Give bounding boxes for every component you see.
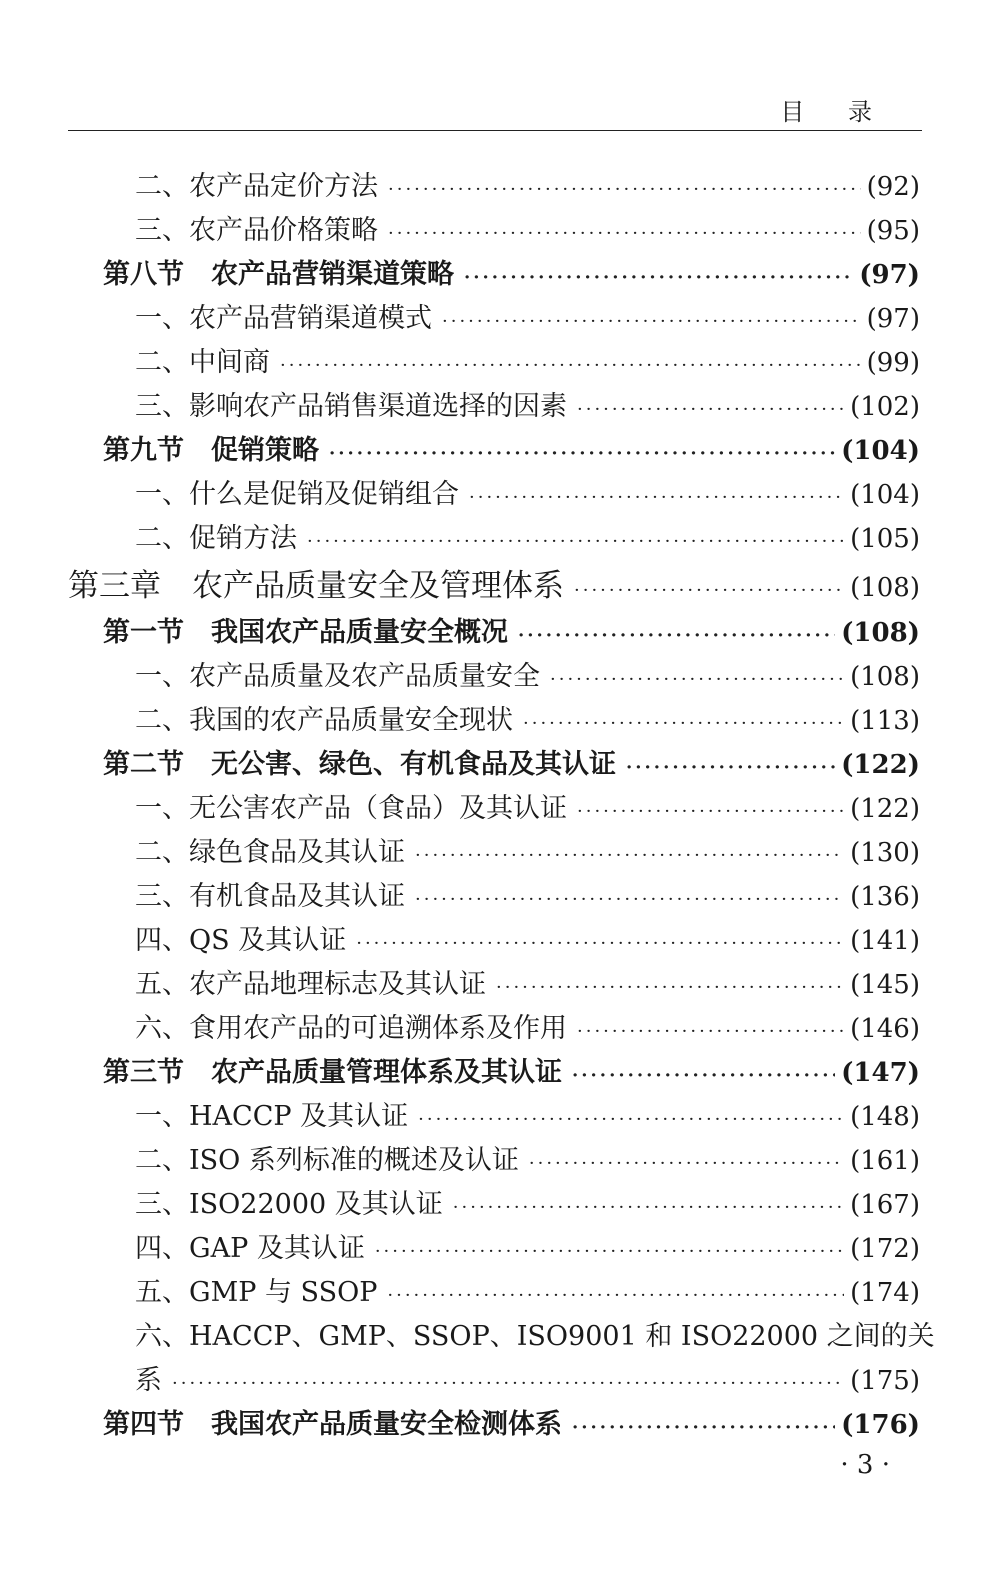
toc-entry-title: 二、促销方法 — [135, 523, 297, 554]
toc-entry-page: (176) — [841, 1410, 920, 1440]
toc-entry-page: (108) — [850, 662, 920, 692]
toc-entry-title: 三、有机食品及其认证 — [135, 881, 405, 912]
header-title: 目 录 — [780, 98, 890, 126]
toc-entry-item[interactable] — [135, 1006, 920, 1045]
dot-leader — [550, 669, 844, 690]
toc-entry-title: 三、农产品价格策略 — [135, 215, 378, 246]
toc-entry-page: (161) — [850, 1146, 920, 1176]
toc-entry-title: 三、影响农产品销售渠道选择的因素 — [135, 391, 567, 422]
toc-entry-title: 第二节 无公害、绿色、有机食品及其认证 — [103, 749, 616, 780]
toc-entry-title: 二、绿色食品及其认证 — [135, 837, 405, 868]
toc-entry-item[interactable] — [135, 962, 920, 1001]
toc-entry-section[interactable] — [103, 252, 920, 291]
dot-leader — [469, 487, 844, 508]
dot-leader — [572, 1065, 835, 1086]
toc-entry-title: 一、什么是促销及促销组合 — [135, 479, 459, 510]
toc-entry-page: (130) — [850, 838, 920, 868]
dot-leader — [574, 580, 844, 601]
toc-entry-page: (174) — [850, 1278, 920, 1308]
dot-leader — [418, 1109, 844, 1130]
dot-leader — [518, 625, 835, 646]
dot-leader — [388, 223, 861, 244]
toc-entry-page: (141) — [850, 926, 920, 956]
toc-entry-page: (146) — [850, 1014, 920, 1044]
toc-entry-page: (92) — [866, 172, 920, 202]
dot-leader — [375, 1241, 844, 1262]
toc-entry-item[interactable] — [135, 786, 920, 825]
toc-entry-section[interactable] — [103, 1050, 920, 1089]
toc-entry-item[interactable] — [135, 472, 920, 511]
toc-entry-page: (104) — [841, 436, 920, 466]
toc-entry-title: 四、GAP 及其认证 — [135, 1233, 365, 1264]
toc-entry-page: (104) — [850, 480, 920, 510]
toc-entry-page: (148) — [850, 1102, 920, 1132]
toc-entry-page: (136) — [850, 882, 920, 912]
toc-entry-section[interactable] — [103, 610, 920, 649]
toc-entry-title: 一、农产品营销渠道模式 — [135, 303, 432, 334]
toc-entry-item[interactable] — [135, 698, 920, 737]
toc-entry-page: (97) — [859, 260, 920, 290]
toc-entry-item[interactable] — [135, 654, 920, 693]
toc-entry-title: 二、农产品定价方法 — [135, 171, 378, 202]
toc-entry-page: (145) — [850, 970, 920, 1000]
toc-entry-title: 四、QS 及其认证 — [135, 925, 347, 956]
toc-entry-chapter[interactable] — [68, 560, 920, 605]
dot-leader — [387, 1285, 844, 1306]
toc-entry-item[interactable] — [135, 384, 920, 423]
toc-entry-title: 一、农产品质量及农产品质量安全 — [135, 661, 540, 692]
toc-entry-section[interactable] — [103, 1402, 920, 1441]
dot-leader — [577, 1021, 844, 1042]
dot-leader — [453, 1197, 844, 1218]
dot-leader — [577, 801, 844, 822]
dot-leader — [172, 1373, 844, 1394]
toc-entry-title: 五、农产品地理标志及其认证 — [135, 969, 486, 1000]
toc-entry-page: (122) — [850, 794, 920, 824]
toc-entry-item[interactable] — [135, 830, 920, 869]
dot-leader — [523, 713, 844, 734]
toc-entry-item[interactable] — [135, 874, 920, 913]
toc-entry-page: (175) — [850, 1366, 920, 1396]
toc-entry-section[interactable] — [103, 742, 920, 781]
toc-entry-section[interactable] — [103, 428, 920, 467]
toc-entry-item[interactable] — [135, 918, 920, 957]
toc-entry-item[interactable] — [135, 1182, 920, 1221]
dot-leader — [280, 355, 861, 376]
toc-entry-page: (99) — [866, 348, 920, 378]
toc-entry-page: (167) — [850, 1190, 920, 1220]
toc-entry-title: 二、我国的农产品质量安全现状 — [135, 705, 513, 736]
toc-entry-title: 第四节 我国农产品质量安全检测体系 — [103, 1409, 562, 1440]
toc-entry-page: (108) — [841, 618, 920, 648]
dot-leader — [415, 845, 844, 866]
dot-leader — [464, 267, 853, 288]
dot-leader — [307, 531, 844, 552]
toc-entry-item[interactable] — [135, 1270, 920, 1309]
toc-entry-item[interactable] — [135, 1138, 920, 1177]
toc-entry-title: 二、中间商 — [135, 347, 270, 378]
toc-entry-page: (102) — [850, 392, 920, 422]
toc-entry-title: 二、ISO 系列标准的概述及认证 — [135, 1145, 519, 1176]
toc-entry-item[interactable] — [135, 164, 920, 203]
dot-leader — [329, 443, 835, 464]
toc-entry-title: 六、食用农产品的可追溯体系及作用 — [135, 1013, 567, 1044]
toc-entry-title: 一、HACCP 及其认证 — [135, 1101, 409, 1132]
toc-entry-title: 五、GMP 与 SSOP — [135, 1277, 378, 1308]
toc-entry-title: 第三节 农产品质量管理体系及其认证 — [103, 1057, 562, 1088]
dot-leader — [572, 1417, 835, 1438]
toc-entry-page: (122) — [841, 750, 920, 780]
toc-entry-title: 第三章 农产品质量安全及管理体系 — [68, 568, 564, 604]
toc-entry-item[interactable] — [135, 296, 920, 335]
toc-entry-page: (147) — [841, 1058, 920, 1088]
toc-entry-item[interactable] — [135, 208, 920, 247]
dot-leader — [577, 399, 844, 420]
dot-leader — [442, 311, 861, 332]
toc-entry-title: 第九节 促销策略 — [103, 435, 319, 466]
toc-entry-page: (97) — [866, 304, 920, 334]
dot-leader — [529, 1153, 844, 1174]
toc-entry-title: 一、无公害农产品（食品）及其认证 — [135, 793, 567, 824]
toc-entry-page: (105) — [850, 524, 920, 554]
dot-leader — [415, 889, 844, 910]
running-header — [68, 86, 922, 131]
toc-entry-title: 系 — [135, 1365, 162, 1396]
dot-leader — [388, 179, 861, 200]
toc-entry-title: 第八节 农产品营销渠道策略 — [103, 259, 454, 290]
toc-entry-item[interactable] — [135, 1094, 920, 1133]
toc-entry-title: 第一节 我国农产品质量安全概况 — [103, 617, 508, 648]
toc-entry-item[interactable] — [135, 340, 920, 379]
page-number: · 3 · — [840, 1450, 890, 1480]
toc-entry-item[interactable] — [135, 516, 920, 555]
dot-leader — [626, 757, 835, 778]
toc-entry-wrapped-line[interactable]: 六、HACCP、GMP、SSOP、ISO9001 和 ISO22000 之间的关 — [135, 1321, 935, 1352]
dot-leader — [356, 933, 844, 954]
dot-leader — [496, 977, 844, 998]
toc-entry-page: (108) — [850, 573, 920, 603]
toc-entry-page: (113) — [850, 706, 920, 736]
toc-entry-page: (172) — [850, 1234, 920, 1264]
toc-entry-title: 三、ISO22000 及其认证 — [135, 1189, 443, 1220]
toc-entry-page: (95) — [866, 216, 920, 246]
toc-entry-cont[interactable] — [135, 1358, 920, 1397]
toc-entry-item[interactable] — [135, 1226, 920, 1265]
